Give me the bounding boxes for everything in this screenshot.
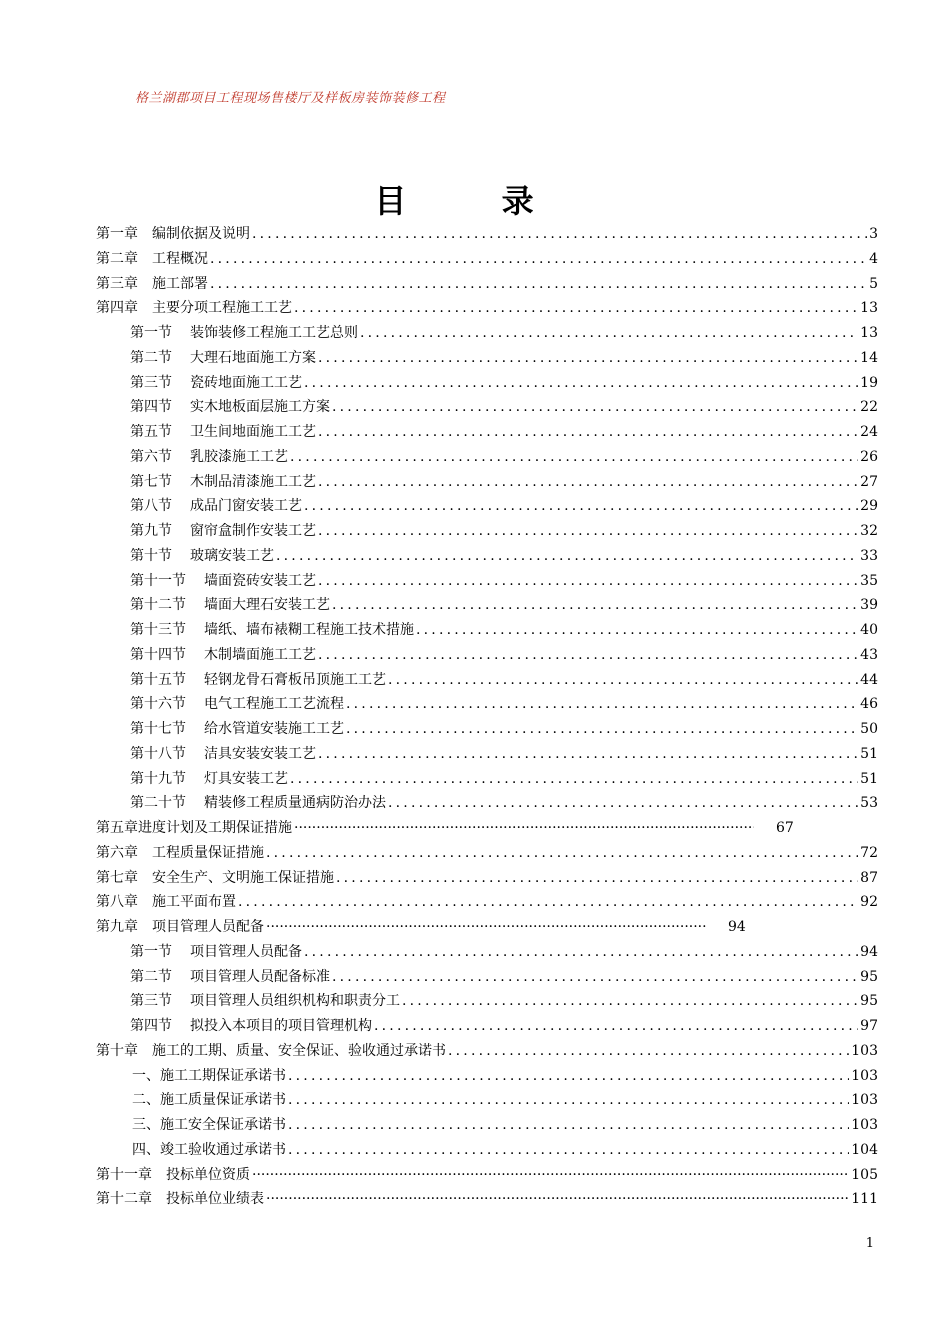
toc-leader-dots	[332, 969, 858, 985]
toc-leader-dots	[210, 251, 867, 267]
toc-entry-title: 项目管理人员配备	[190, 943, 302, 960]
toc-entry-title: 木制品清漆施工工艺	[190, 473, 316, 490]
toc-entry-page: 94	[728, 919, 746, 935]
toc-entry-title: 施工平面布置	[152, 894, 236, 911]
toc-entry-page: 44	[860, 671, 878, 688]
toc-entry-label: 第十节	[130, 547, 172, 564]
toc-entry-page: 103	[851, 1117, 878, 1133]
toc-entry-page: 35	[860, 572, 878, 589]
toc-leader-dots	[266, 919, 706, 935]
toc-entry[interactable]	[96, 1015, 878, 1040]
toc-entry-label: 第八节	[130, 498, 172, 515]
toc-entry-label: 第三节	[130, 374, 172, 391]
toc-entry-label: 第三章	[96, 275, 138, 292]
toc-entry-label: 第十九节	[130, 770, 186, 787]
toc-entry-page: 51	[860, 745, 878, 762]
toc-entry-title: 施工安全保证承诺书	[160, 1117, 286, 1133]
toc-leader-dots	[210, 276, 867, 292]
toc-entry-page: 33	[860, 547, 878, 564]
toc-entry[interactable]	[96, 520, 878, 545]
toc-leader-dots	[288, 1117, 849, 1133]
toc-entry-label: 第十三节	[130, 622, 186, 638]
toc-leader-dots	[304, 498, 858, 514]
toc-entry-title: 大理石地面施工方案	[190, 349, 316, 366]
toc-entry-page: 87	[860, 869, 878, 886]
toc-entry[interactable]	[96, 941, 878, 966]
toc-leader-dots	[336, 870, 858, 886]
toc-entry[interactable]	[96, 792, 878, 817]
toc-entry-label: 第十四节	[130, 646, 186, 663]
toc-entry-page: 67	[776, 820, 794, 836]
toc-entry-label: 第十二节	[130, 597, 186, 614]
toc-entry[interactable]	[96, 347, 878, 372]
toc-leader-dots	[346, 721, 858, 737]
toc-entry-label: 第十章	[96, 1042, 138, 1059]
toc-entry[interactable]	[96, 842, 878, 867]
toc-entry-title: 实木地板面层施工方案	[190, 399, 330, 416]
toc-entry-title: 施工质量保证承诺书	[160, 1092, 286, 1109]
toc-entry[interactable]	[96, 1040, 878, 1065]
toc-entry[interactable]	[96, 446, 878, 471]
toc-entry-title: 精装修工程质量通病防治办法	[204, 795, 386, 812]
page-header: 格兰湖郡项目工程现场售楼厅及样板房装饰装修工程	[135, 91, 446, 106]
toc-leader-dots	[304, 375, 858, 391]
toc-leader-dots	[288, 1092, 849, 1108]
toc-entry-title: 玻璃安装工艺	[190, 547, 274, 564]
toc-entry[interactable]	[96, 916, 878, 941]
toc-entry-title: 墙面瓷砖安装工艺	[204, 572, 316, 589]
toc-entry-label: 一、	[132, 1067, 160, 1084]
toc-entry-label: 第二十节	[130, 795, 186, 812]
toc-entry-label: 第六章	[96, 844, 138, 861]
toc-entry-title: 施工部署	[152, 275, 208, 292]
toc-entry-title: 给水管道安装施工工艺	[204, 721, 344, 737]
toc-entry-page: 4	[869, 250, 878, 267]
toc-entry[interactable]	[96, 1164, 878, 1189]
toc-entry-title: 拟投入本项目的项目管理机构	[190, 1018, 372, 1034]
toc-entry-label: 第二节	[130, 968, 172, 985]
toc-leader-dots	[318, 647, 858, 663]
toc-entry-page: 105	[851, 1166, 878, 1183]
toc-leader-dots	[346, 696, 858, 712]
toc-entry[interactable]	[96, 693, 878, 718]
toc-entry-page: 13	[860, 325, 878, 341]
toc-leader-dots	[318, 474, 858, 490]
toc-entry-label: 第九节	[130, 523, 172, 539]
toc-entry-title: 轻钢龙骨石膏板吊顶施工工艺	[204, 671, 386, 688]
toc-entry-page: 95	[860, 993, 878, 1010]
toc-leader-dots	[290, 771, 858, 787]
toc-entry-label: 第一节	[130, 943, 172, 960]
toc-leader-dots	[252, 226, 867, 242]
toc-entry[interactable]	[96, 1089, 878, 1114]
toc-entry-title: 工程质量保证措施	[152, 844, 264, 861]
toc-leader-dots	[388, 795, 858, 811]
toc-entry-title: 电气工程施工工艺流程	[204, 696, 344, 713]
toc-entry-title: 墙纸、墙布裱糊工程施工技术措施	[204, 622, 414, 638]
toc-entry-title: 投标单位业绩表	[166, 1191, 264, 1208]
toc-entry-label: 第十八节	[130, 745, 186, 762]
toc-leader-dots	[402, 993, 858, 1009]
toc-entry-title: 进度计划及工期保证措施	[138, 820, 292, 836]
toc-entry-page: 46	[860, 696, 878, 713]
toc-entry-label: 第四节	[130, 399, 172, 416]
toc-entry-title: 卫生间地面施工工艺	[190, 424, 316, 440]
toc-entry[interactable]	[96, 248, 878, 273]
toc-entry-title: 灯具安装工艺	[204, 770, 288, 787]
toc-entry-title: 墙面大理石安装工艺	[204, 597, 330, 614]
toc-entry-label: 第六节	[130, 448, 172, 465]
toc-entry[interactable]	[96, 495, 878, 520]
toc-entry[interactable]	[96, 322, 878, 347]
toc-entry-title: 工程概况	[152, 250, 208, 267]
toc-entry-page: 3	[869, 226, 878, 242]
toc-entry-title: 项目管理人员配备标准	[190, 968, 330, 985]
toc-entry[interactable]	[96, 619, 878, 644]
toc-leader-dots	[318, 350, 858, 366]
toc-entry-page: 19	[860, 374, 878, 391]
toc-entry[interactable]	[96, 594, 878, 619]
toc-entry-label: 第一章	[96, 226, 138, 242]
toc-entry-title: 瓷砖地面施工工艺	[190, 374, 302, 391]
toc-entry-page: 26	[860, 448, 878, 465]
toc-entry-page: 53	[860, 795, 878, 812]
toc-entry-page: 103	[851, 1042, 878, 1059]
toc-entry-page: 22	[860, 399, 878, 416]
toc-entry-label: 第十五节	[130, 671, 186, 688]
toc-entry-page: 95	[860, 968, 878, 985]
toc-entry-label: 第十一章	[96, 1166, 152, 1183]
toc-entry-title: 安全生产、文明施工保证措施	[152, 869, 334, 886]
page-title: 目 录	[374, 182, 576, 220]
toc-entry-title: 木制墙面施工工艺	[204, 646, 316, 663]
toc-entry-label: 第五章	[96, 820, 138, 836]
toc-entry-title: 施工工期保证承诺书	[160, 1067, 286, 1084]
toc-entry-label: 第五节	[130, 424, 172, 440]
toc-entry[interactable]	[96, 718, 878, 743]
toc-entry-label: 第七节	[130, 473, 172, 490]
toc-entry-title: 编制依据及说明	[152, 226, 250, 242]
toc-leader-dots	[332, 399, 858, 415]
toc-leader-dots	[332, 597, 858, 613]
toc-entry[interactable]	[96, 273, 878, 298]
toc-entry-page: 29	[860, 498, 878, 515]
toc-leader-dots	[294, 300, 858, 316]
toc-leader-dots	[388, 672, 858, 688]
toc-entry-title: 施工的工期、质量、安全保证、验收通过承诺书	[152, 1042, 446, 1059]
toc-entry-title: 竣工验收通过承诺书	[160, 1141, 286, 1158]
toc-entry-title: 乳胶漆施工工艺	[190, 448, 288, 465]
toc-entry-title: 窗帘盒制作安装工艺	[190, 523, 316, 539]
toc-entry[interactable]	[96, 297, 878, 322]
toc-entry-page: 103	[851, 1067, 878, 1084]
toc-entry-label: 第四章	[96, 300, 138, 317]
toc-leader-dots	[288, 1068, 849, 1084]
toc-entry-title: 装饰装修工程施工工艺总则	[190, 325, 358, 341]
toc-entry-page: 43	[860, 646, 878, 663]
toc-entry[interactable]	[96, 990, 878, 1015]
toc-entry[interactable]	[96, 1139, 878, 1164]
toc-entry-page: 39	[860, 597, 878, 614]
toc-leader-dots	[374, 1018, 858, 1034]
toc-entry[interactable]	[96, 372, 878, 397]
toc-leader-dots	[294, 820, 754, 836]
toc-entry[interactable]	[96, 817, 878, 842]
toc-leader-dots	[266, 1191, 849, 1207]
toc-leader-dots	[288, 1142, 849, 1158]
toc-entry[interactable]	[96, 1114, 878, 1139]
toc-entry-label: 第七章	[96, 869, 138, 886]
toc-leader-dots	[318, 746, 858, 762]
toc-leader-dots	[416, 622, 858, 638]
toc-entry[interactable]	[96, 867, 878, 892]
toc-entry-title: 项目管理人员组织机构和职责分工	[190, 993, 400, 1010]
toc-entry-page: 24	[860, 424, 878, 440]
toc-entry[interactable]	[96, 768, 878, 793]
toc-entry-page: 51	[860, 770, 878, 787]
toc-leader-dots	[318, 573, 858, 589]
toc-entry-page: 14	[860, 349, 878, 366]
table-of-contents	[96, 223, 878, 1213]
toc-entry-label: 第一节	[130, 325, 172, 341]
toc-entry-label: 三、	[132, 1117, 160, 1133]
page-number: 1	[865, 1236, 874, 1251]
toc-entry[interactable]	[96, 396, 878, 421]
toc-leader-dots	[360, 325, 858, 341]
toc-entry-label: 第九章	[96, 919, 138, 935]
toc-entry-label: 第十一节	[130, 572, 186, 589]
toc-entry-title: 投标单位资质	[166, 1166, 250, 1183]
toc-entry-label: 四、	[132, 1141, 160, 1158]
toc-leader-dots	[238, 894, 858, 910]
toc-leader-dots	[276, 548, 858, 564]
toc-entry[interactable]	[96, 669, 878, 694]
toc-entry[interactable]	[96, 471, 878, 496]
toc-entry-label: 第十七节	[130, 721, 186, 737]
toc-entry-label: 第三节	[130, 993, 172, 1010]
toc-entry-label: 第四节	[130, 1018, 172, 1034]
toc-entry-page: 97	[860, 1018, 878, 1034]
toc-leader-dots	[290, 449, 858, 465]
toc-entry[interactable]	[96, 545, 878, 570]
toc-entry-page: 13	[860, 300, 878, 317]
toc-entry-page: 104	[851, 1141, 878, 1158]
toc-entry-label: 第十六节	[130, 696, 186, 713]
toc-entry-title: 项目管理人员配备	[152, 919, 264, 935]
toc-entry-page: 40	[860, 622, 878, 638]
toc-entry-title: 成品门窗安装工艺	[190, 498, 302, 515]
toc-entry-label: 第二章	[96, 250, 138, 267]
toc-entry-title: 洁具安装安装工艺	[204, 745, 316, 762]
toc-entry[interactable]	[96, 570, 878, 595]
toc-entry-label: 第十二章	[96, 1191, 152, 1208]
toc-entry[interactable]	[96, 421, 878, 446]
toc-entry-page: 103	[851, 1092, 878, 1109]
toc-leader-dots	[318, 424, 858, 440]
toc-leader-dots	[252, 1167, 849, 1183]
toc-entry-label: 第二节	[130, 349, 172, 366]
toc-entry-page: 72	[860, 844, 878, 861]
toc-entry-page: 111	[851, 1191, 878, 1208]
toc-entry[interactable]	[96, 891, 878, 916]
toc-entry[interactable]	[96, 966, 878, 991]
toc-leader-dots	[304, 944, 858, 960]
toc-entry[interactable]	[96, 223, 878, 248]
toc-entry[interactable]	[96, 743, 878, 768]
toc-entry-page: 5	[869, 275, 878, 292]
toc-entry-page: 92	[860, 894, 878, 911]
toc-entry-page: 27	[860, 473, 878, 490]
toc-entry-page: 32	[860, 523, 878, 539]
toc-leader-dots	[448, 1043, 849, 1059]
toc-entry-page: 94	[860, 943, 878, 960]
toc-leader-dots	[318, 523, 858, 539]
toc-entry-title: 主要分项工程施工工艺	[152, 300, 292, 317]
toc-entry[interactable]	[96, 644, 878, 669]
toc-entry[interactable]	[96, 1188, 878, 1213]
toc-entry-label: 二、	[132, 1092, 160, 1109]
toc-entry-page: 50	[860, 721, 878, 737]
toc-entry-label: 第八章	[96, 894, 138, 911]
toc-leader-dots	[266, 845, 858, 861]
toc-entry[interactable]	[96, 1065, 878, 1090]
